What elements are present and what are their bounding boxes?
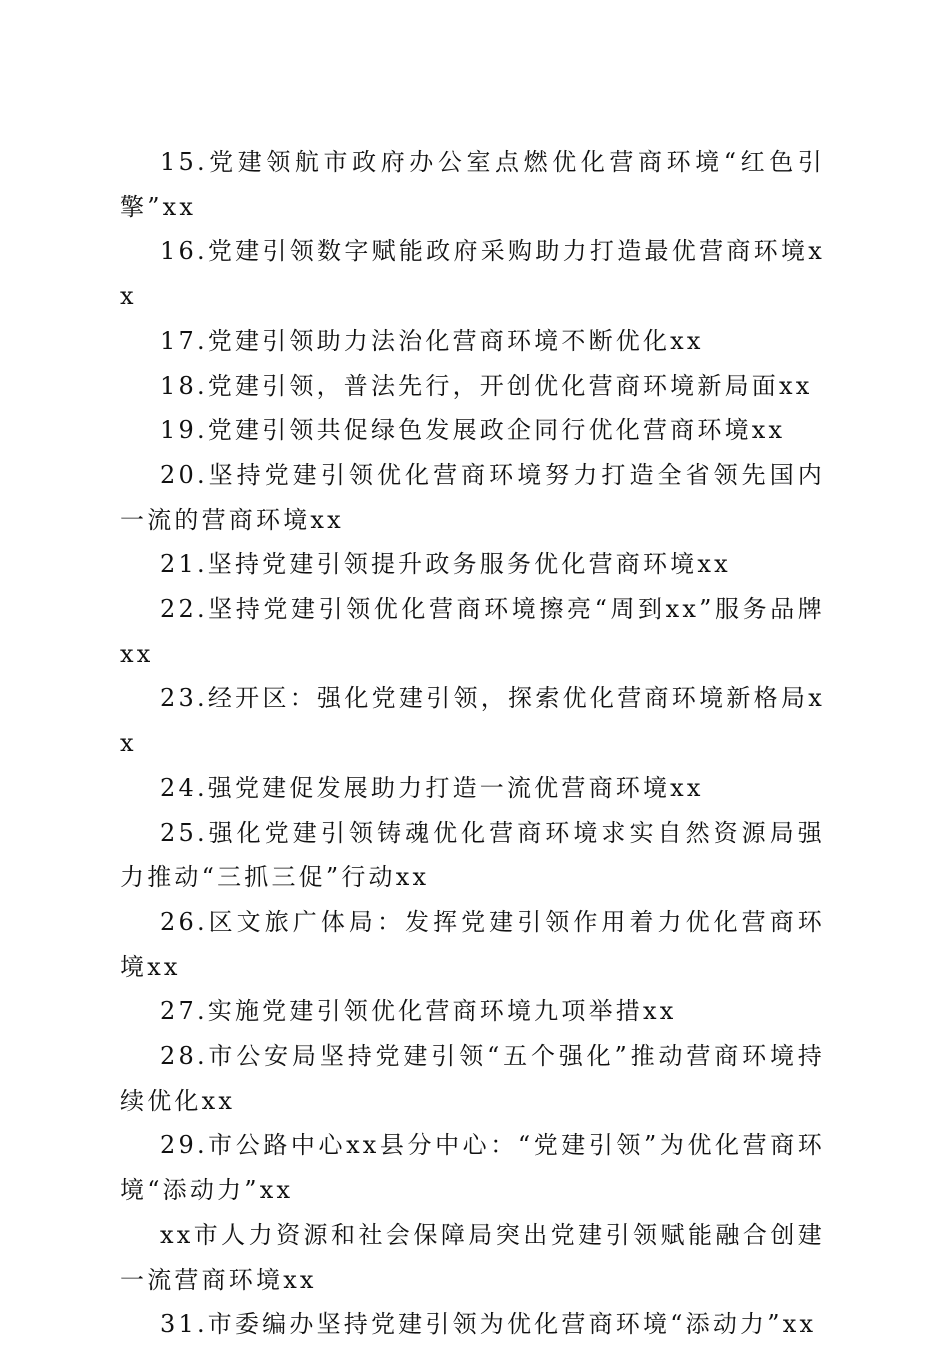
list-item: 16.党建引领数字赋能政府采购助力打造最优营商环境xx [120, 237, 825, 311]
list-item: 21.坚持党建引领提升政务服务优化营商环境xx [160, 550, 731, 579]
list-item: 29.市公路中心xx县分中心：“党建引领”为优化营商环境“添动力”xx [120, 1131, 825, 1205]
list-item: 24.强党建促发展助力打造一流优营商环境xx [160, 773, 704, 802]
list-item: 22.坚持党建引领优化营商环境擦亮“周到xx”服务品牌xx [120, 595, 825, 668]
list-item: 19.党建引领共促绿色发展政企同行优化营商环境xx [160, 416, 786, 445]
list-item: 18.党建引领，普法先行，开创优化营商环境新局面xx [160, 371, 813, 400]
list-item: 28.市公安局坚持党建引领“五个强化”推动营商环境持续优化xx [120, 1042, 825, 1115]
list-item: xx市人力资源和社会保障局突出党建引领赋能融合创建一流营商环境xx [120, 1220, 825, 1294]
list-item: 15.党建领航市政府办公室点燃优化营商环境“红色引擎”xx [120, 148, 825, 221]
list-item: 17.党建引领助力法治化营商环境不断优化xx [160, 326, 704, 355]
list-item: 23.经开区：强化党建引领，探索优化营商环境新格局xx [120, 684, 825, 758]
list-item: 20.坚持党建引领优化营商环境努力打造全省领先国内一流的营商环境xx [120, 460, 825, 534]
list-item: 27.实施党建引领优化营商环境九项举措xx [160, 997, 677, 1026]
document-body [120, 140, 825, 1347]
list-item: 31.市委编办坚持党建引领为优化营商环境“添动力”xx [160, 1310, 817, 1339]
list-item: 26.区文旅广体局：发挥党建引领作用着力优化营商环境xx [120, 907, 825, 981]
list-item: 25.强化党建引领铸魂优化营商环境求实自然资源局强力推动“三抓三促”行动xx [120, 818, 825, 892]
